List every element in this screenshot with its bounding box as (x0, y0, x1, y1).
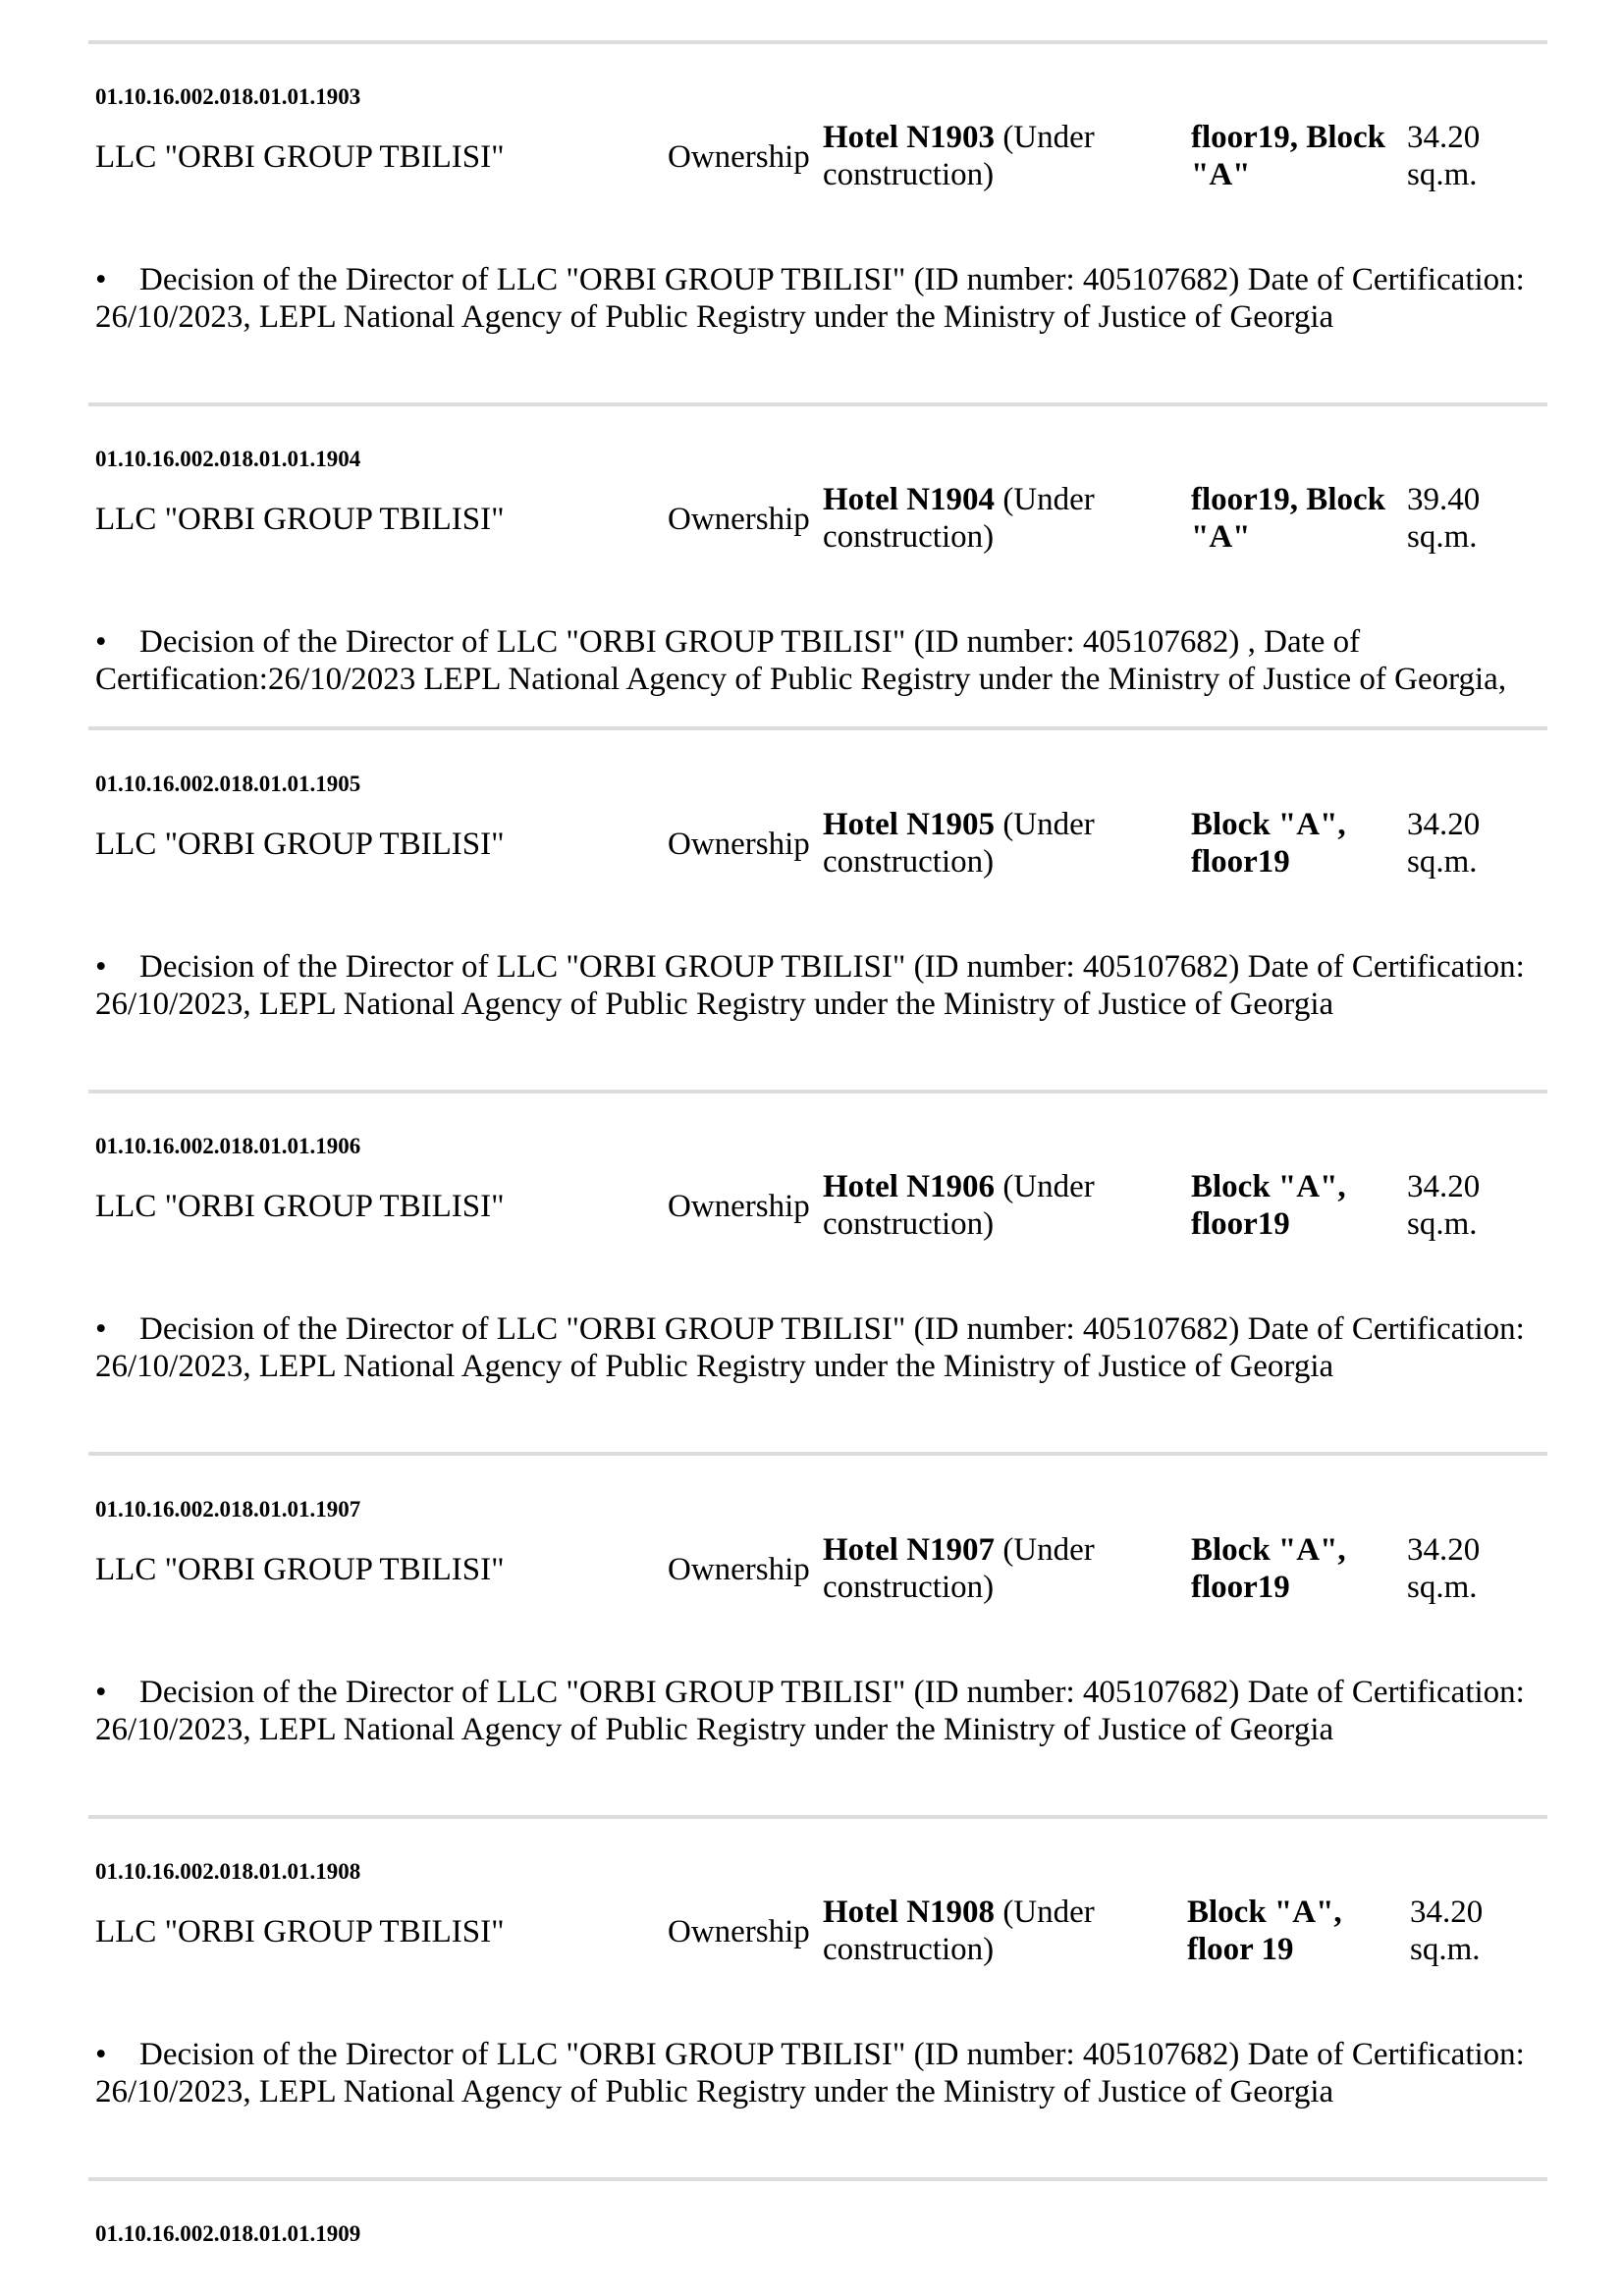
bullet-icon: • (95, 1311, 107, 1347)
property-name: Hotel N1903 (823, 120, 996, 155)
separator-rule (88, 1452, 1547, 1456)
bullet-icon: • (95, 2037, 107, 2072)
basis-text: Decision of the Director of LLC "ORBI GROUP TBILISI" (ID number: 405107682) Date of Certification: 26/10/2023, LEPL National Agency of Public Registry under the Ministry of Justice of Georgia (95, 262, 1525, 335)
bullet-icon: • (95, 262, 107, 297)
property-location: Block "A", floor19 (1191, 1169, 1346, 1242)
bullet-icon: • (95, 624, 107, 660)
right-type: Ownership (668, 1189, 810, 1224)
cadastral-code: 01.10.16.002.018.01.01.1906 (95, 1134, 361, 1158)
separator-rule (88, 40, 1547, 44)
right-type: Ownership (668, 827, 810, 862)
right-type: Ownership (668, 1552, 810, 1587)
registration-basis (95, 623, 1539, 698)
right-type: Ownership (668, 139, 810, 175)
property-area: 34.20 sq.m. (1407, 120, 1481, 192)
owner-name: LLC "ORBI GROUP TBILISI" (95, 1189, 505, 1224)
property-name: Hotel N1908 (823, 1895, 996, 1930)
property-area: 34.20 sq.m. (1407, 1532, 1481, 1605)
property-name: Hotel N1905 (823, 807, 996, 842)
basis-text: Decision of the Director of LLC "ORBI GROUP TBILISI" (ID number: 405107682) Date of Certification: 26/10/2023, LEPL National Agency of Public Registry under the Ministry of Justice of Georgia (95, 949, 1525, 1022)
registration-basis (95, 948, 1539, 1023)
separator-rule (88, 726, 1547, 730)
property-status: (Under construction) (823, 120, 1095, 192)
separator-rule (88, 2177, 1547, 2181)
cadastral-code: 01.10.16.002.018.01.01.1909 (95, 2221, 361, 2246)
property-location: Block "A", floor 19 (1187, 1895, 1342, 1967)
property-area: 39.40 sq.m. (1407, 482, 1481, 555)
property-description (823, 1531, 1186, 1606)
cadastral-code: 01.10.16.002.018.01.01.1904 (95, 447, 361, 471)
cadastral-code: 01.10.16.002.018.01.01.1907 (95, 1497, 361, 1522)
property-description (823, 806, 1186, 881)
separator-rule (88, 1815, 1547, 1819)
right-type: Ownership (668, 502, 810, 537)
owner-name: LLC "ORBI GROUP TBILISI" (95, 139, 505, 175)
property-area: 34.20 sq.m. (1407, 807, 1481, 880)
basis-text: Decision of the Director of LLC "ORBI GROUP TBILISI" (ID number: 405107682) , Date of Certification:26/10/2023 LEPL National Agency of Public Registry under the Ministry of Justice of Georgia, (95, 624, 1507, 697)
basis-text: Decision of the Director of LLC "ORBI GROUP TBILISI" (ID number: 405107682) Date of Certification: 26/10/2023, LEPL National Agency of Public Registry under the Ministry of Justice of Georgia (95, 1311, 1525, 1384)
property-status: (Under construction) (823, 807, 1095, 880)
property-location: floor19, Block "A" (1191, 482, 1385, 555)
property-name: Hotel N1906 (823, 1169, 996, 1204)
property-location: floor19, Block "A" (1191, 120, 1385, 192)
cadastral-code: 01.10.16.002.018.01.01.1908 (95, 1859, 361, 1884)
property-name: Hotel N1904 (823, 482, 996, 517)
property-status: (Under construction) (823, 482, 1095, 555)
right-type: Ownership (668, 1914, 810, 1949)
registration-basis (95, 2036, 1539, 2110)
bullet-icon: • (95, 1675, 107, 1710)
property-area: 34.20 sq.m. (1410, 1895, 1484, 1967)
property-name: Hotel N1907 (823, 1532, 996, 1568)
property-description (823, 119, 1186, 193)
property-status: (Under construction) (823, 1532, 1095, 1605)
owner-name: LLC "ORBI GROUP TBILISI" (95, 1914, 505, 1949)
property-description (823, 1894, 1186, 1968)
registration-basis (95, 1310, 1539, 1385)
property-status: (Under construction) (823, 1895, 1095, 1967)
registration-basis (95, 1674, 1539, 1748)
cadastral-code: 01.10.16.002.018.01.01.1905 (95, 772, 361, 796)
bullet-icon: • (95, 949, 107, 985)
owner-name: LLC "ORBI GROUP TBILISI" (95, 827, 505, 862)
basis-text: Decision of the Director of LLC "ORBI GROUP TBILISI" (ID number: 405107682) Date of Certification: 26/10/2023, LEPL National Agency of Public Registry under the Ministry of Justice of Georgia (95, 2037, 1525, 2109)
property-description (823, 1168, 1186, 1243)
owner-name: LLC "ORBI GROUP TBILISI" (95, 502, 505, 537)
basis-text: Decision of the Director of LLC "ORBI GROUP TBILISI" (ID number: 405107682) Date of Certification: 26/10/2023, LEPL National Agency of Public Registry under the Ministry of Justice of Georgia (95, 1675, 1525, 1747)
property-area: 34.20 sq.m. (1407, 1169, 1481, 1242)
property-description (823, 481, 1186, 556)
property-status: (Under construction) (823, 1169, 1095, 1242)
owner-name: LLC "ORBI GROUP TBILISI" (95, 1552, 505, 1587)
property-location: Block "A", floor19 (1191, 807, 1346, 880)
separator-rule (88, 402, 1547, 406)
separator-rule (88, 1090, 1547, 1094)
property-location: Block "A", floor19 (1191, 1532, 1346, 1605)
cadastral-code: 01.10.16.002.018.01.01.1903 (95, 84, 361, 109)
registration-basis (95, 261, 1539, 336)
